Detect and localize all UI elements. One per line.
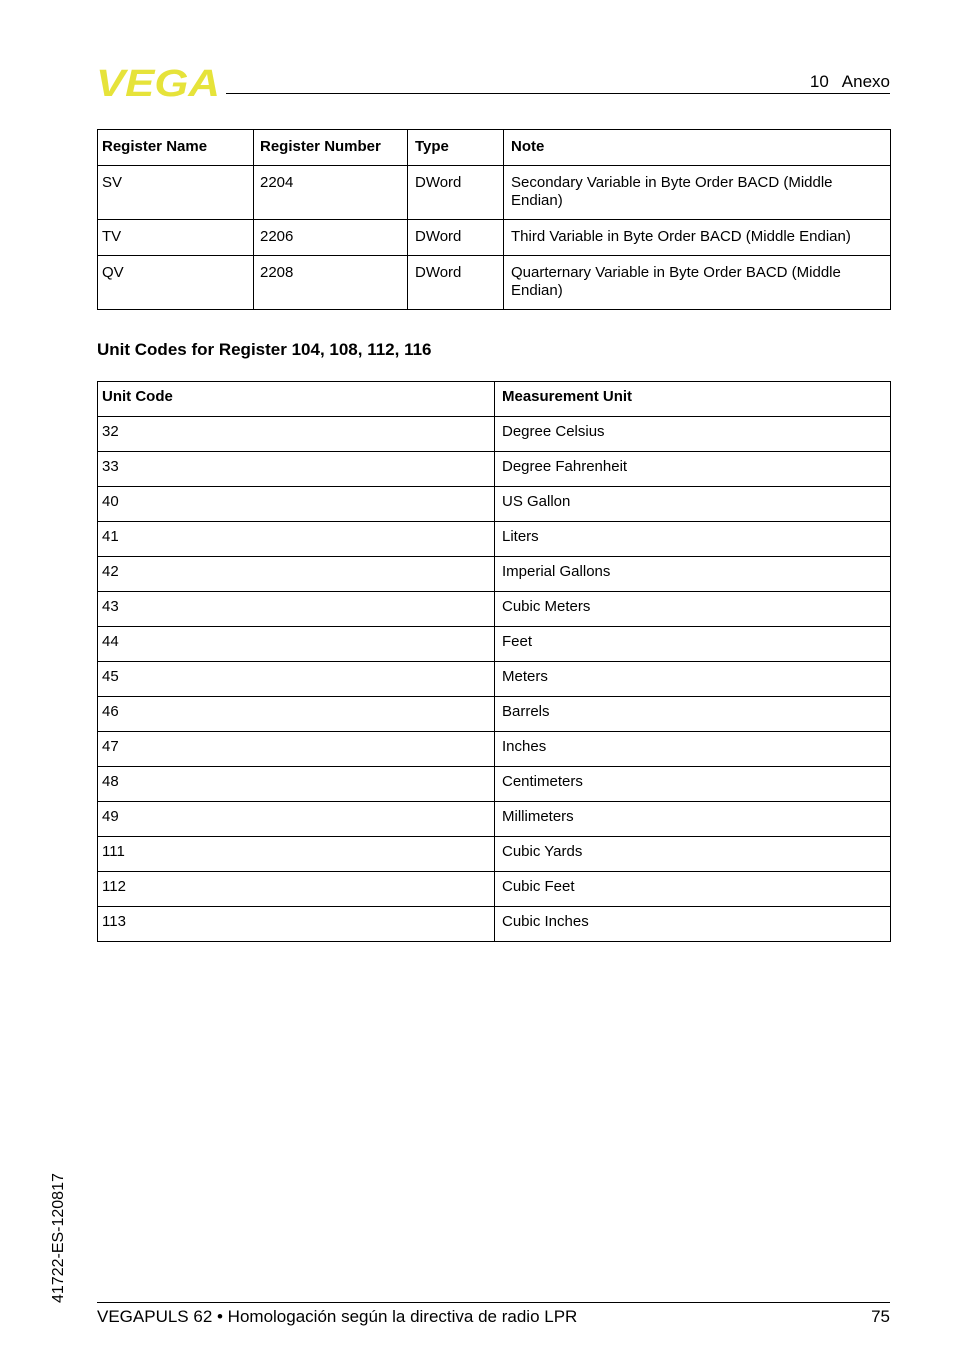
unit-code-cell: 111 <box>98 837 495 872</box>
table-row <box>98 662 891 697</box>
page-number: 75 <box>871 1307 890 1326</box>
register-number-cell: 2204 <box>254 166 408 220</box>
measurement-unit-cell: US Gallon <box>495 487 891 522</box>
vega-logo-text: VEGA <box>96 66 220 98</box>
register-note-cell: Quarternary Variable in Byte Order BACD (Middle Endian) <box>504 256 891 310</box>
table-row <box>98 907 891 942</box>
unit-code-cell: 49 <box>98 802 495 837</box>
unit-code-cell: 45 <box>98 662 495 697</box>
table-row <box>98 837 891 872</box>
unit-code-cell: 46 <box>98 697 495 732</box>
table-row <box>98 697 891 732</box>
column-header-register-number: Register Number <box>254 130 408 166</box>
unit-code-cell: 44 <box>98 627 495 662</box>
register-table <box>97 129 891 310</box>
measurement-unit-cell: Cubic Feet <box>495 872 891 907</box>
table-row <box>98 592 891 627</box>
header-section <box>810 72 890 92</box>
unit-table-header-row <box>98 382 891 417</box>
table-row <box>98 256 891 310</box>
table-row <box>98 417 891 452</box>
unit-code-cell: 33 <box>98 452 495 487</box>
table-row <box>98 767 891 802</box>
unit-codes-heading: Unit Codes for Register 104, 108, 112, 116 <box>97 340 432 359</box>
measurement-unit-cell: Centimeters <box>495 767 891 802</box>
table-row <box>98 522 891 557</box>
unit-code-cell: 112 <box>98 872 495 907</box>
table-row <box>98 732 891 767</box>
column-header-type: Type <box>408 130 504 166</box>
column-header-register-name: Register Name <box>98 130 254 166</box>
document-code: 41722-ES-120817 <box>50 1173 67 1303</box>
vega-logo <box>96 66 220 98</box>
measurement-unit-cell: Cubic Inches <box>495 907 891 942</box>
register-table-header-row <box>98 130 891 166</box>
table-row <box>98 166 891 220</box>
unit-code-cell: 113 <box>98 907 495 942</box>
measurement-unit-cell: Feet <box>495 627 891 662</box>
measurement-unit-cell: Cubic Yards <box>495 837 891 872</box>
column-header-unit-code: Unit Code <box>98 382 495 417</box>
unit-code-cell: 32 <box>98 417 495 452</box>
table-row <box>98 872 891 907</box>
register-name-cell: TV <box>98 220 254 256</box>
measurement-unit-cell: Meters <box>495 662 891 697</box>
measurement-unit-cell: Imperial Gallons <box>495 557 891 592</box>
table-row <box>98 627 891 662</box>
unit-code-cell: 40 <box>98 487 495 522</box>
table-row <box>98 802 891 837</box>
footer-text: VEGAPULS 62 • Homologación según la directiva de radio LPR <box>97 1307 578 1326</box>
register-number-cell: 2206 <box>254 220 408 256</box>
register-number-cell: 2208 <box>254 256 408 310</box>
register-type-cell: DWord <box>408 220 504 256</box>
section-number: 10 <box>809 72 829 91</box>
footer-rule <box>97 1302 890 1303</box>
column-header-measurement-unit: Measurement Unit <box>495 382 891 417</box>
measurement-unit-cell: Barrels <box>495 697 891 732</box>
measurement-unit-cell: Inches <box>495 732 891 767</box>
measurement-unit-cell: Liters <box>495 522 891 557</box>
table-row <box>98 220 891 256</box>
unit-code-cell: 43 <box>98 592 495 627</box>
header-rule <box>226 93 890 94</box>
register-note-cell: Third Variable in Byte Order BACD (Middle Endian) <box>504 220 891 256</box>
measurement-unit-cell: Cubic Meters <box>495 592 891 627</box>
column-header-note: Note <box>504 130 891 166</box>
register-note-cell: Secondary Variable in Byte Order BACD (Middle Endian) <box>504 166 891 220</box>
unit-code-cell: 42 <box>98 557 495 592</box>
measurement-unit-cell: Degree Fahrenheit <box>495 452 891 487</box>
unit-code-cell: 41 <box>98 522 495 557</box>
table-row <box>98 557 891 592</box>
table-row <box>98 487 891 522</box>
measurement-unit-cell: Degree Celsius <box>495 417 891 452</box>
measurement-unit-cell: Millimeters <box>495 802 891 837</box>
table-row <box>98 452 891 487</box>
register-name-cell: QV <box>98 256 254 310</box>
register-type-cell: DWord <box>408 256 504 310</box>
register-type-cell: DWord <box>408 166 504 220</box>
unit-codes-table <box>97 381 891 942</box>
register-name-cell: SV <box>98 166 254 220</box>
section-title: Anexo <box>841 72 890 91</box>
unit-code-cell: 47 <box>98 732 495 767</box>
unit-code-cell: 48 <box>98 767 495 802</box>
